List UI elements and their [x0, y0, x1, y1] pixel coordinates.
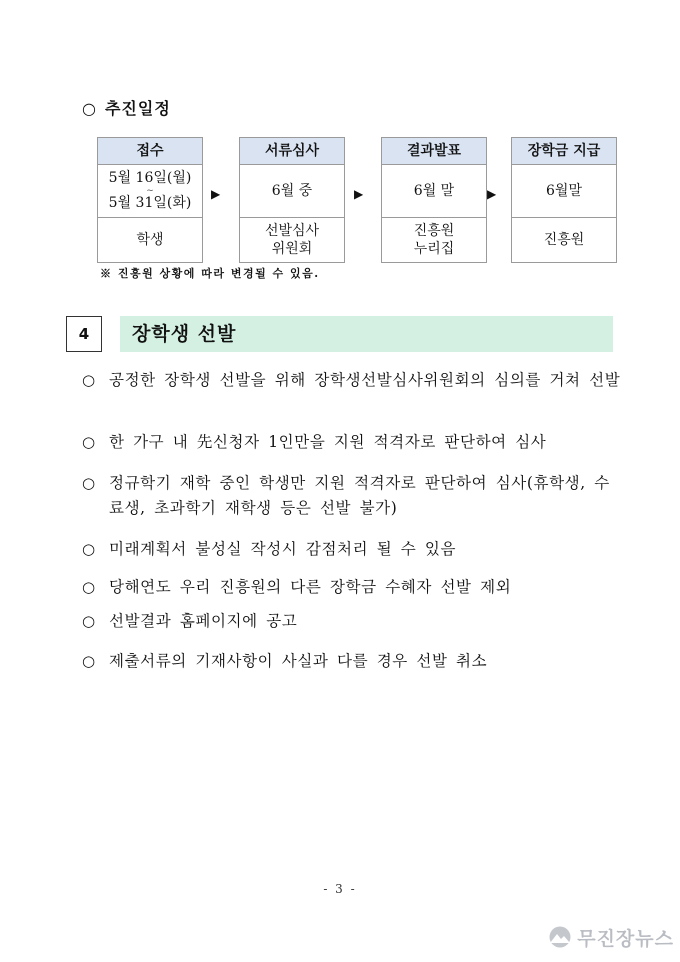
schedule-step-payment [511, 137, 617, 263]
step-who [240, 218, 344, 262]
watermark-text: 무진장뉴스 [577, 927, 674, 950]
step-who-line2: 위원회 [271, 241, 313, 257]
step-period-line1: 6월 말 [413, 182, 455, 199]
step-period-line1: 6월말 [546, 182, 582, 199]
schedule-step-apply [97, 137, 203, 263]
step-period [240, 165, 344, 218]
step-header: 장학금 지급 [512, 138, 616, 165]
heading-bullet: ○ [82, 99, 97, 118]
list-item [82, 575, 622, 600]
step-period-line2: 5월 31일(화) [108, 195, 192, 211]
section-title: 장학생 선발 [132, 323, 237, 345]
mountain-logo-icon [547, 926, 573, 948]
schedule-step-announce [381, 137, 487, 263]
step-who [98, 218, 202, 262]
schedule-heading-text: 추진일정 [104, 99, 171, 118]
step-period-line1: 6월 중 [271, 182, 313, 199]
step-who [512, 218, 616, 262]
list-item [82, 649, 622, 674]
watermark-logo [547, 922, 674, 952]
step-header: 접수 [98, 138, 202, 165]
list-item [82, 471, 622, 521]
step-who-line1: 선발심사 [264, 223, 320, 239]
step-who-line1: 진흥원 [543, 232, 585, 248]
list-item [82, 537, 622, 562]
bullet-circle-icon: ○ [82, 371, 96, 389]
step-who-line2: 누리집 [413, 241, 455, 257]
list-item-text: 공정한 장학생 선발을 위해 장학생선발심사위원회의 심의를 거쳐 선발 [109, 371, 621, 389]
bullet-circle-icon: ○ [82, 652, 96, 670]
list-item [82, 430, 622, 455]
list-item [82, 609, 622, 634]
step-who [382, 218, 486, 262]
bullet-circle-icon: ○ [82, 612, 96, 630]
bullet-circle-icon: ○ [82, 578, 96, 596]
schedule-step-review [239, 137, 345, 263]
schedule-note: ※ 진흥원 상황에 따라 변경될 수 있음. [100, 267, 320, 280]
step-period-line1: 5월 16일(월) [108, 170, 192, 186]
step-period [512, 165, 616, 218]
list-item-text: 당해연도 우리 진흥원의 다른 장학금 수혜자 선발 제외 [109, 578, 512, 596]
list-item-text: 미래계획서 불성실 작성시 감점처리 될 수 있음 [109, 540, 457, 558]
list-item [82, 368, 622, 393]
list-item-text: 한 가구 내 先신청자 1인만을 지원 적격자로 판단하여 심사 [109, 433, 547, 451]
section-number: 4 [66, 316, 102, 352]
list-item-text: 정규학기 재학 중인 학생만 지원 적격자로 판단하여 심사(휴학생, 수료생, 초과학기 재학생 등은 선발 불가) [109, 474, 610, 517]
schedule-heading [82, 96, 171, 119]
step-period-tilde: ~ [146, 186, 154, 196]
step-who-line1: 학생 [136, 232, 164, 248]
arrow-icon: ▶ [487, 187, 497, 201]
step-header: 서류심사 [240, 138, 344, 165]
page-number: - 3 - [323, 882, 357, 896]
arrow-icon: ▶ [354, 187, 364, 201]
bullet-circle-icon: ○ [82, 474, 96, 492]
step-period [382, 165, 486, 218]
step-who-line1: 진흥원 [413, 223, 455, 239]
arrow-icon: ▶ [211, 187, 221, 201]
step-period [98, 165, 202, 218]
step-header: 결과발표 [382, 138, 486, 165]
bullet-circle-icon: ○ [82, 433, 96, 451]
list-item-text: 선발결과 홈페이지에 공고 [109, 612, 298, 630]
list-item-text: 제출서류의 기재사항이 사실과 다를 경우 선발 취소 [109, 652, 488, 670]
bullet-circle-icon: ○ [82, 540, 96, 558]
